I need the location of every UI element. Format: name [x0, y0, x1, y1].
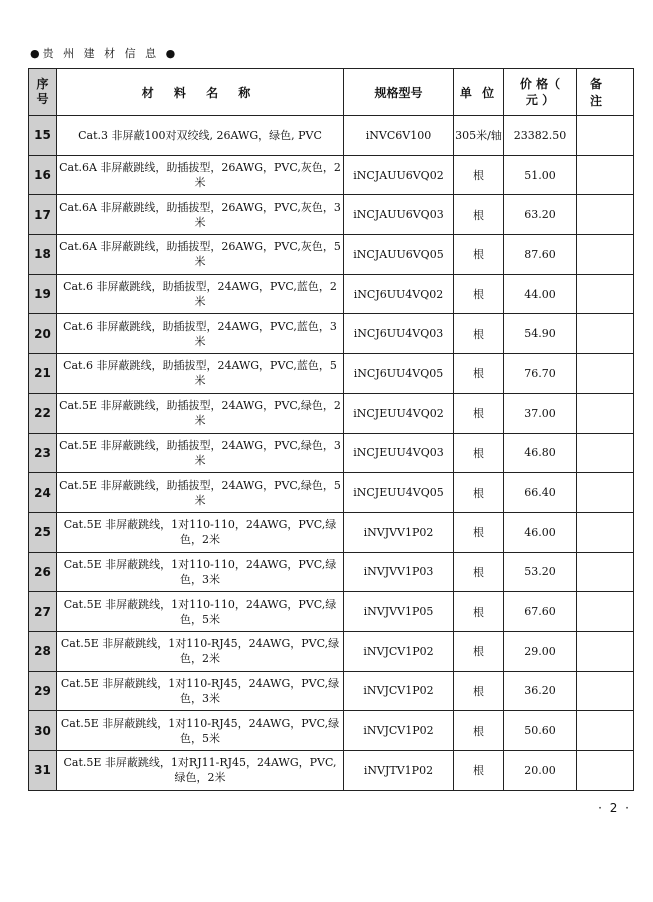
cell-spec: iNCJAUU6VQ05 — [344, 235, 454, 275]
table-row — [29, 354, 634, 394]
cell-unit: 根 — [454, 235, 504, 275]
cell-unit: 根 — [454, 473, 504, 513]
cell-price: 37.00 — [504, 393, 577, 433]
cell-material-name: Cat.5E 非屏蔽跳线，1对110-RJ45，24AWG，PVC,绿色，5米 — [57, 711, 344, 751]
table-row — [29, 592, 634, 632]
cell-spec: iNCJEUU4VQ02 — [344, 393, 454, 433]
cell-material-name: Cat.6 非屏蔽跳线，助插拔型，24AWG，PVC,蓝色，5米 — [57, 354, 344, 394]
cell-seq: 29 — [29, 671, 57, 711]
cell-price: 67.60 — [504, 592, 577, 632]
cell-price: 23382.50 — [504, 116, 577, 156]
cell-price: 46.80 — [504, 433, 577, 473]
cell-seq: 17 — [29, 195, 57, 235]
table-row — [29, 512, 634, 552]
cell-unit: 根 — [454, 314, 504, 354]
table-row — [29, 433, 634, 473]
cell-seq: 16 — [29, 155, 57, 195]
column-header-seq: 序号 — [29, 69, 57, 116]
cell-material-name: Cat.3 非屏蔽100对双绞线, 26AWG，绿色, PVC — [57, 116, 344, 156]
cell-spec: iNCJ6UU4VQ05 — [344, 354, 454, 394]
cell-unit: 305米/轴 — [454, 116, 504, 156]
table-row — [29, 314, 634, 354]
cell-price: 66.40 — [504, 473, 577, 513]
cell-seq: 27 — [29, 592, 57, 632]
cell-note — [577, 274, 634, 314]
cell-seq: 18 — [29, 235, 57, 275]
table-row — [29, 751, 634, 791]
cell-price: 44.00 — [504, 274, 577, 314]
cell-material-name: Cat.6A 非屏蔽跳线，助插拔型，26AWG，PVC,灰色，3米 — [57, 195, 344, 235]
cell-price: 50.60 — [504, 711, 577, 751]
cell-note — [577, 195, 634, 235]
cell-unit: 根 — [454, 274, 504, 314]
cell-unit: 根 — [454, 393, 504, 433]
cell-price: 54.90 — [504, 314, 577, 354]
cell-material-name: Cat.6A 非屏蔽跳线，助插拔型，26AWG，PVC,灰色，2米 — [57, 155, 344, 195]
table-row — [29, 671, 634, 711]
table-row — [29, 235, 634, 275]
cell-seq: 23 — [29, 433, 57, 473]
cell-note — [577, 592, 634, 632]
cell-price: 20.00 — [504, 751, 577, 791]
cell-note — [577, 393, 634, 433]
cell-unit: 根 — [454, 671, 504, 711]
cell-price: 87.60 — [504, 235, 577, 275]
cell-material-name: Cat.5E 非屏蔽跳线，1对RJ11-RJ45，24AWG，PVC,绿色，2米 — [57, 751, 344, 791]
cell-seq: 24 — [29, 473, 57, 513]
cell-note — [577, 314, 634, 354]
cell-note — [577, 631, 634, 671]
cell-unit: 根 — [454, 433, 504, 473]
cell-unit: 根 — [454, 354, 504, 394]
cell-spec: iNVJVV1P02 — [344, 512, 454, 552]
cell-spec: iNCJEUU4VQ03 — [344, 433, 454, 473]
cell-seq: 21 — [29, 354, 57, 394]
cell-price: 76.70 — [504, 354, 577, 394]
cell-note — [577, 433, 634, 473]
column-header-unit: 单 位 — [454, 69, 504, 116]
table-row — [29, 195, 634, 235]
cell-spec: iNVJCV1P02 — [344, 631, 454, 671]
cell-material-name: Cat.5E 非屏蔽跳线，1对110-RJ45，24AWG，PVC,绿色，3米 — [57, 671, 344, 711]
cell-spec: iNCJ6UU4VQ03 — [344, 314, 454, 354]
cell-spec: iNCJAUU6VQ03 — [344, 195, 454, 235]
cell-spec: iNVJCV1P02 — [344, 711, 454, 751]
cell-unit: 根 — [454, 592, 504, 632]
cell-spec: iNCJEUU4VQ05 — [344, 473, 454, 513]
cell-note — [577, 354, 634, 394]
cell-unit: 根 — [454, 711, 504, 751]
cell-material-name: Cat.5E 非屏蔽跳线，1对110-110，24AWG，PVC,绿色，2米 — [57, 512, 344, 552]
table-row — [29, 552, 634, 592]
cell-note — [577, 116, 634, 156]
cell-unit: 根 — [454, 155, 504, 195]
cell-unit: 根 — [454, 552, 504, 592]
cell-price: 36.20 — [504, 671, 577, 711]
price-table — [28, 68, 634, 791]
cell-material-name: Cat.5E 非屏蔽跳线，助插拔型，24AWG，PVC,绿色，5米 — [57, 473, 344, 513]
cell-spec: iNVJVV1P05 — [344, 592, 454, 632]
table-row — [29, 711, 634, 751]
cell-spec: iNCJAUU6VQ02 — [344, 155, 454, 195]
column-header-spec: 规格型号 — [344, 69, 454, 116]
cell-note — [577, 155, 634, 195]
cell-seq: 30 — [29, 711, 57, 751]
cell-unit: 根 — [454, 195, 504, 235]
cell-seq: 15 — [29, 116, 57, 156]
column-header-name: 材 料 名 称 — [57, 69, 344, 116]
cell-seq: 22 — [29, 393, 57, 433]
cell-price: 63.20 — [504, 195, 577, 235]
cell-spec: iNVC6V100 — [344, 116, 454, 156]
cell-material-name: Cat.5E 非屏蔽跳线，助插拔型，24AWG，PVC,绿色，2米 — [57, 393, 344, 433]
table-row — [29, 631, 634, 671]
column-header-note: 备 注 — [577, 69, 634, 116]
cell-price: 29.00 — [504, 631, 577, 671]
cell-seq: 26 — [29, 552, 57, 592]
cell-seq: 20 — [29, 314, 57, 354]
cell-unit: 根 — [454, 512, 504, 552]
table-row — [29, 274, 634, 314]
cell-material-name: Cat.5E 非屏蔽跳线，1对110-110，24AWG，PVC,绿色，3米 — [57, 552, 344, 592]
cell-note — [577, 473, 634, 513]
page-header: ●贵 州 建 材 信 息 ● — [30, 47, 179, 60]
cell-material-name: Cat.5E 非屏蔽跳线，1对110-RJ45，24AWG，PVC,绿色，2米 — [57, 631, 344, 671]
cell-material-name: Cat.5E 非屏蔽跳线，助插拔型，24AWG，PVC,绿色，3米 — [57, 433, 344, 473]
cell-material-name: Cat.5E 非屏蔽跳线，1对110-110，24AWG，PVC,绿色，5米 — [57, 592, 344, 632]
cell-price: 46.00 — [504, 512, 577, 552]
cell-note — [577, 235, 634, 275]
cell-price: 51.00 — [504, 155, 577, 195]
cell-seq: 19 — [29, 274, 57, 314]
column-header-price: 价 格（ 元 ） — [504, 69, 577, 116]
cell-unit: 根 — [454, 751, 504, 791]
cell-note — [577, 671, 634, 711]
cell-seq: 31 — [29, 751, 57, 791]
table-row — [29, 393, 634, 433]
cell-unit: 根 — [454, 631, 504, 671]
cell-seq: 25 — [29, 512, 57, 552]
cell-spec: iNVJTV1P02 — [344, 751, 454, 791]
cell-spec: iNCJ6UU4VQ02 — [344, 274, 454, 314]
cell-note — [577, 512, 634, 552]
cell-material-name: Cat.6 非屏蔽跳线，助插拔型，24AWG，PVC,蓝色，2米 — [57, 274, 344, 314]
cell-note — [577, 751, 634, 791]
table-row — [29, 155, 634, 195]
cell-note — [577, 552, 634, 592]
table-row — [29, 473, 634, 513]
cell-price: 53.20 — [504, 552, 577, 592]
table-body — [29, 116, 634, 791]
cell-material-name: Cat.6 非屏蔽跳线，助插拔型，24AWG，PVC,蓝色，3米 — [57, 314, 344, 354]
cell-material-name: Cat.6A 非屏蔽跳线，助插拔型，26AWG，PVC,灰色，5米 — [57, 235, 344, 275]
cell-spec: iNVJCV1P02 — [344, 671, 454, 711]
page-number: · 2 · — [598, 801, 631, 815]
cell-spec: iNVJVV1P03 — [344, 552, 454, 592]
cell-note — [577, 711, 634, 751]
table-header-row — [29, 69, 634, 116]
cell-seq: 28 — [29, 631, 57, 671]
table-row — [29, 116, 634, 156]
